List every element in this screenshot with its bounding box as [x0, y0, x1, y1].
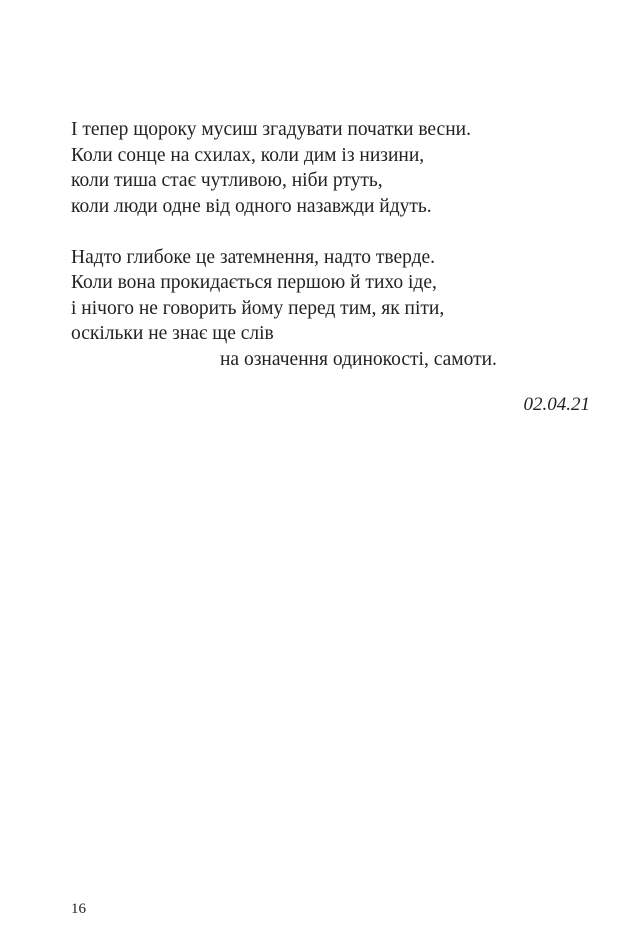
stanza-2 [71, 245, 591, 373]
poem-line: Коли сонце на схилах, коли дим із низини, [71, 144, 425, 166]
poem-line: І тепер щороку мусиш згадувати початки весни. [71, 119, 471, 140]
poem-date: 02.04.21 [523, 394, 590, 415]
stanza-1 [71, 117, 591, 219]
page-number: 16 [71, 901, 86, 917]
poem-line: Коли вона прокидається першою й тихо іде, [71, 272, 437, 293]
poem-line: і нічого не говорить йому перед тим, як піти, [71, 297, 445, 319]
poem-line-indented: на означення одинокості, самоти. [220, 348, 497, 370]
poem-line: коли люди одне від одного назавжди йдуть. [71, 195, 432, 217]
poem [71, 117, 591, 372]
poem-line: Надто глибоке це затемнення, надто тверде. [71, 246, 436, 268]
poem-line: оскільки не знає ще слів [71, 323, 274, 344]
poem-line: коли тиша стає чутливою, ніби ртуть, [71, 170, 383, 191]
